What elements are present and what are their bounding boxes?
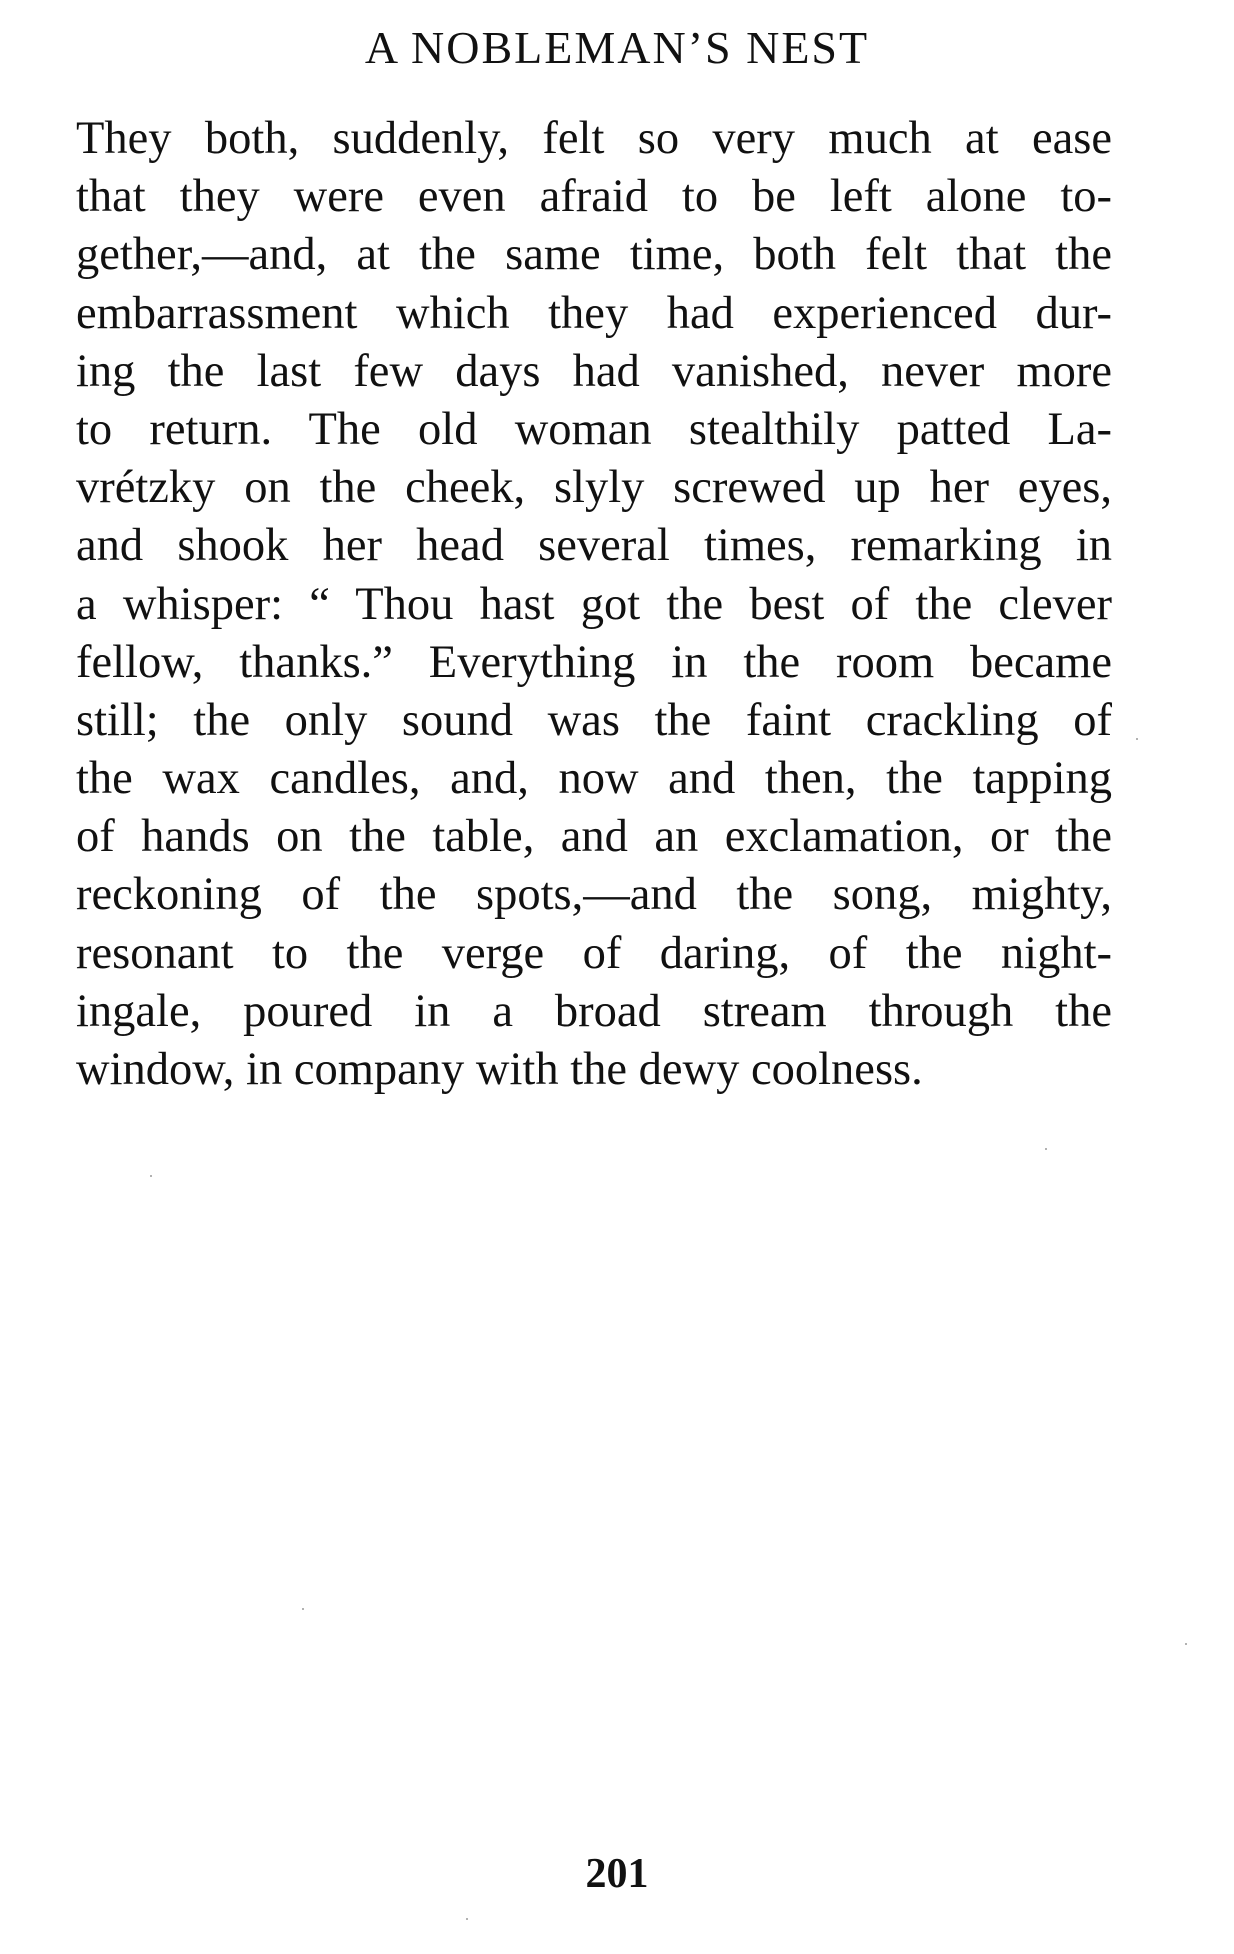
- scan-speck: [302, 1608, 304, 1610]
- text-line: gether,—and, at the same time, both felt that the: [76, 229, 1112, 281]
- scan-speck: [1136, 738, 1138, 740]
- text-line: a whisper: “ Thou hast got the best of the clever: [76, 578, 1112, 630]
- text-line: of hands on the table, and an exclamation, or the: [76, 811, 1112, 863]
- text-line: that they were even afraid to be left alone to-: [76, 171, 1112, 223]
- scan-speck: [150, 1175, 152, 1177]
- text-line: fellow, thanks.” Everything in the room became: [76, 636, 1112, 688]
- text-line: vrétzky on the cheek, slyly screwed up her eyes,: [76, 462, 1112, 514]
- text-line: still; the only sound was the faint crackling of: [76, 694, 1112, 746]
- scan-speck: [466, 1918, 468, 1920]
- running-head: A NOBLEMAN’S NEST: [364, 22, 870, 73]
- text-line: ing the last few days had vanished, never more: [76, 345, 1112, 397]
- text-line: and shook her head several times, remarking in: [76, 520, 1112, 572]
- scan-speck: [1185, 1643, 1187, 1645]
- text-line: They both, suddenly, felt so very much at ease: [76, 113, 1112, 164]
- text-line: ingale, poured in a broad stream through the: [76, 985, 1112, 1037]
- body-paragraph: [76, 110, 1112, 1099]
- text-line: resonant to the verge of daring, of the night-: [76, 927, 1112, 979]
- text-line: to return. The old woman stealthily patted La-: [76, 403, 1112, 455]
- text-line: window, in company with the dewy coolness.: [76, 1044, 923, 1095]
- text-line: embarrassment which they had experienced dur-: [76, 287, 1112, 339]
- text-line: the wax candles, and, now and then, the tapping: [76, 753, 1112, 805]
- scan-speck: [1045, 1148, 1047, 1150]
- text-line: reckoning of the spots,—and the song, mighty,: [76, 869, 1112, 921]
- page-number: 201: [585, 1851, 649, 1897]
